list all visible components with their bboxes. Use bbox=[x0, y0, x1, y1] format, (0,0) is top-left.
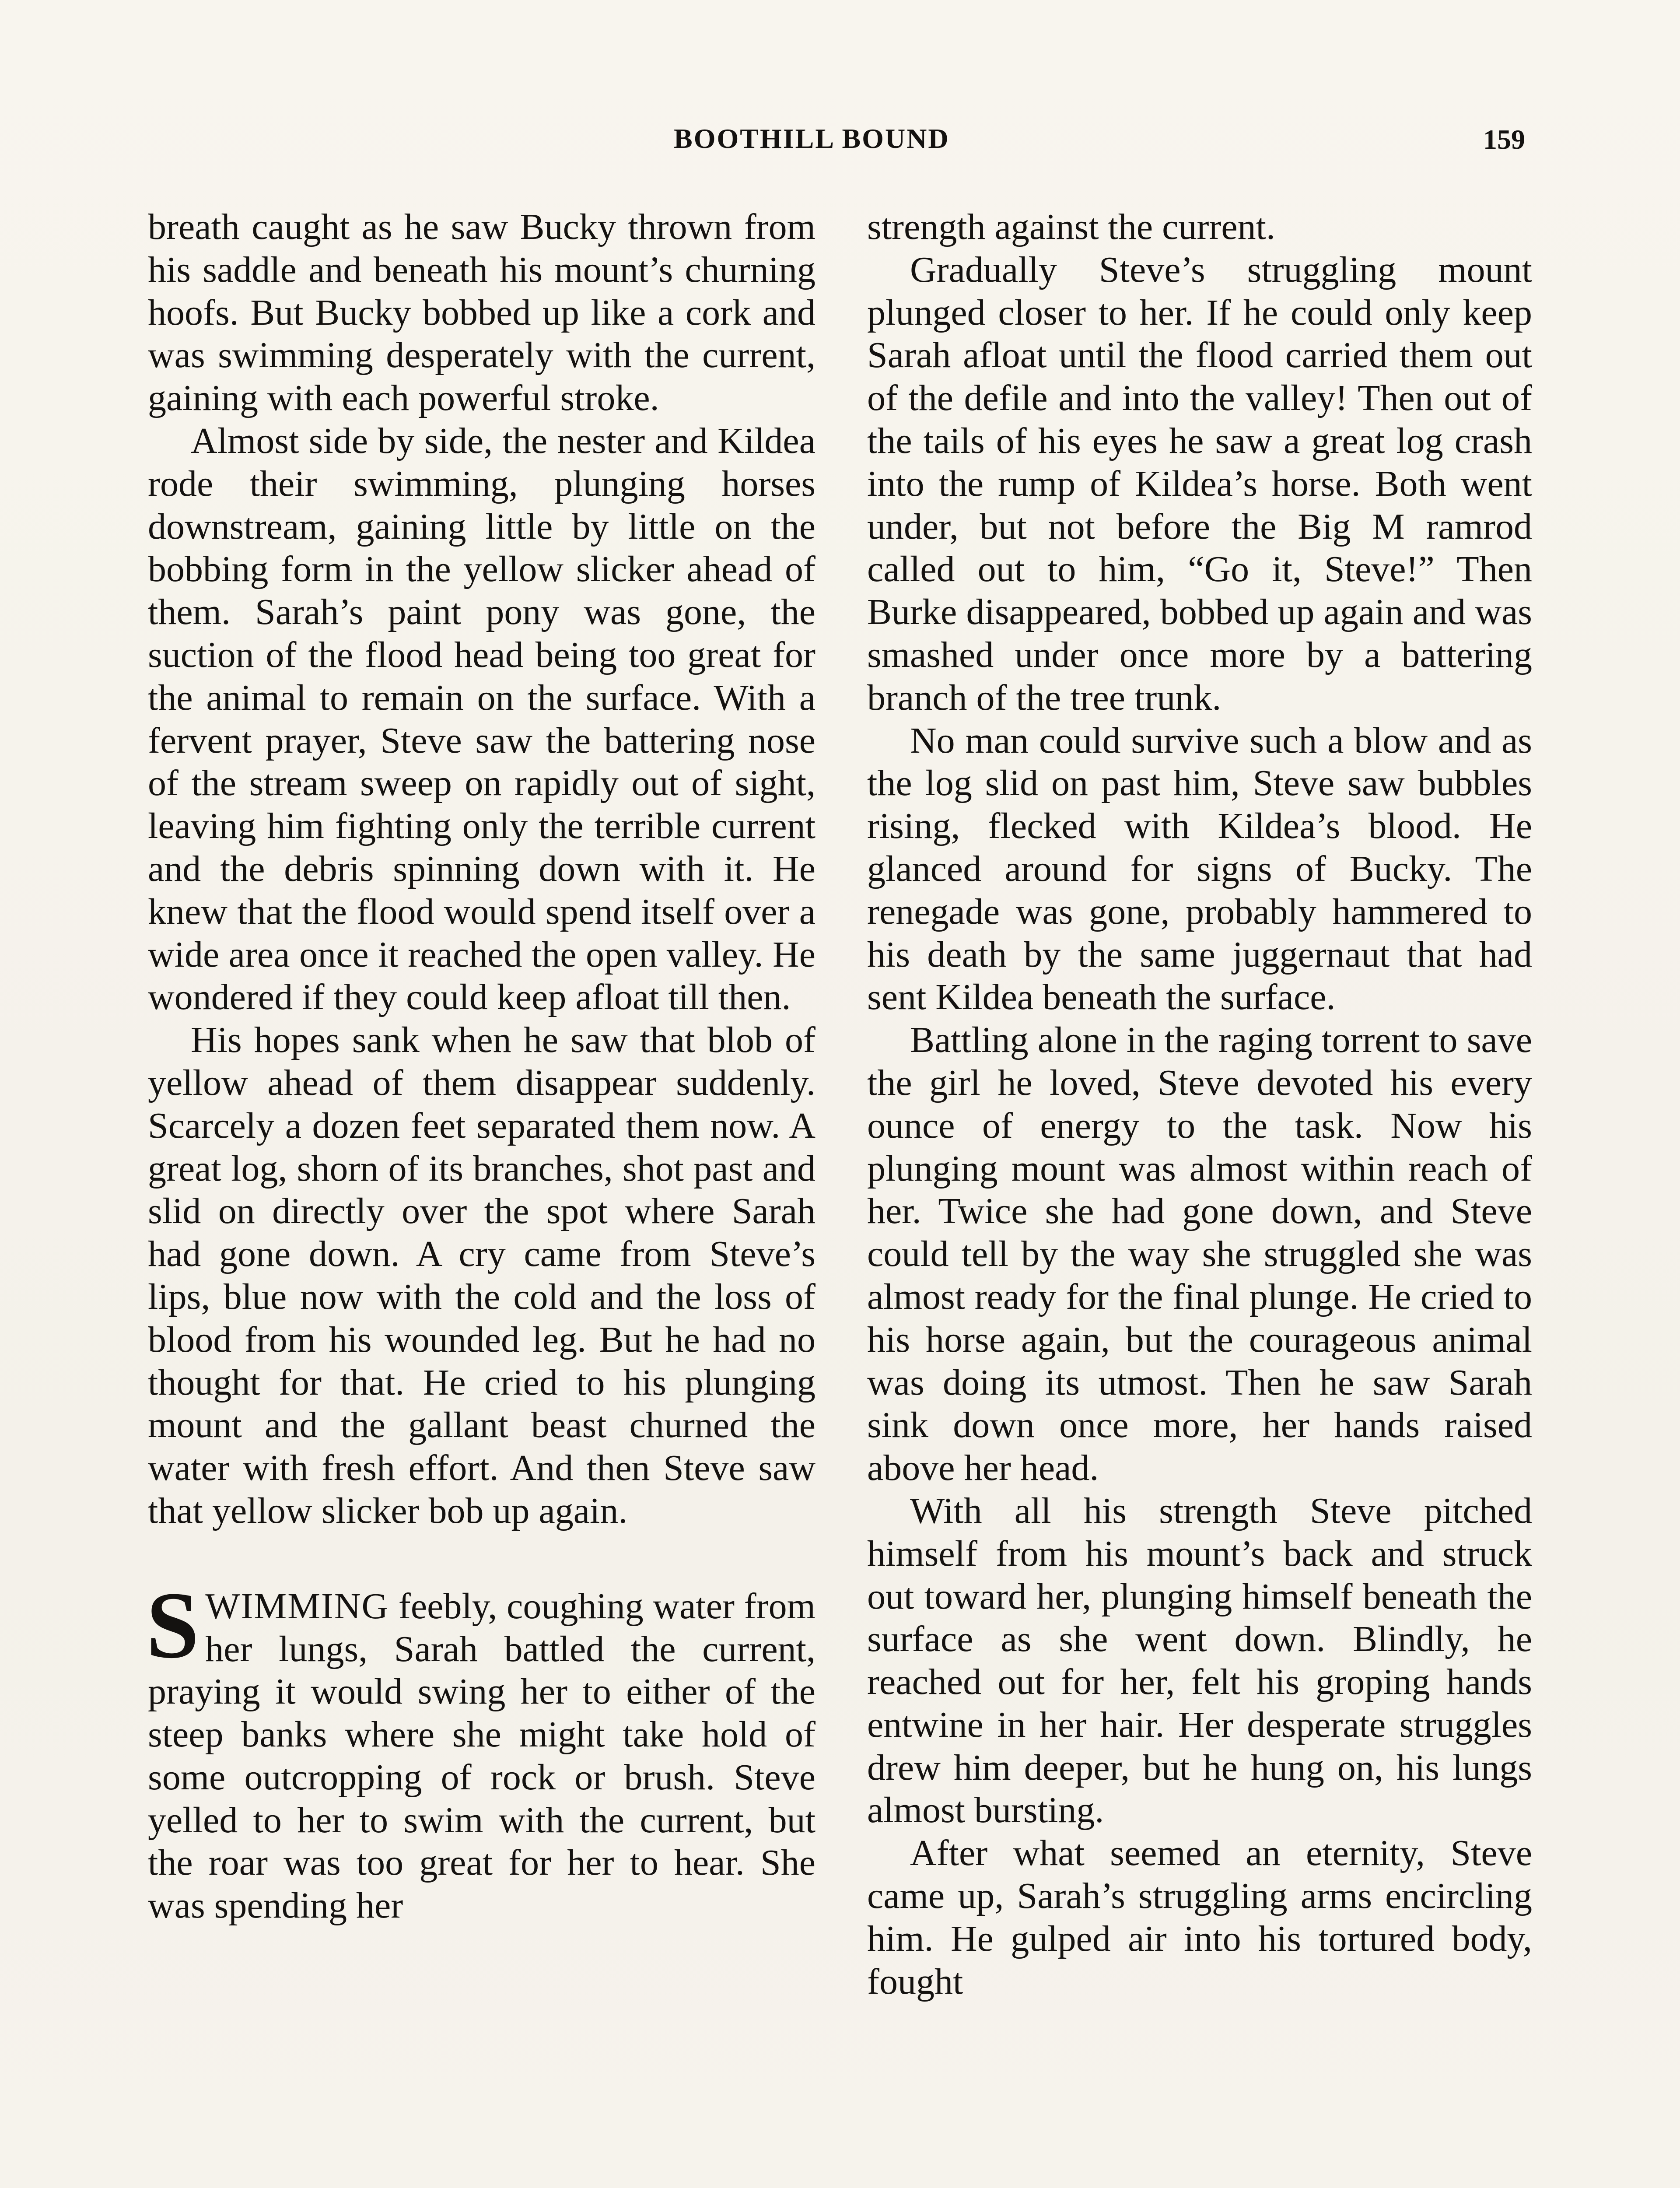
paragraph: Almost side by side, the nester and Kildea rode their swimming, plunging horses downstream, gaining little by little on the bobbing form in the yellow slicker ahead of them. Sarah’s paint pony was gone, the suction of the flood head being too great for the animal to remain on the surface. With a fervent prayer, Steve saw the battering nose of the stream sweep on rapidly out of sight, leaving him fighting only the terrible current and the debris spinning down with it. He knew that the flood would spend itself over a wide area once it reached the open valley. He wondered if they could keep afloat till then. bbox=[148, 420, 816, 1018]
lead-in-word: WIMMING bbox=[205, 1585, 389, 1627]
paragraph: Battling alone in the raging torrent to save the girl he loved, Steve devoted his every ounce of energy to the task. Now his plunging mount was almost within reach of her. Twice she had gone down, and Steve could tell by the way she struggled she was almost ready for the final plunge. He cried to his horse again, but the courageous animal was doing its utmost. Then he saw Sarah sink down once more, her hands raised above her head. bbox=[867, 1020, 1532, 1489]
paragraph-text: feebly, coughing water from her lungs, Sarah battled the current, praying it would swing her to either of the steep banks where she might take hold of some outcropping of rock or brush. Steve yelled to her to swim with the current, but the roar was too great for her to hear. She was spending her bbox=[148, 1585, 816, 1926]
right-text-column bbox=[867, 206, 1532, 2003]
page-number: 159 bbox=[1483, 124, 1525, 155]
paragraph: breath caught as he saw Bucky thrown from his saddle and beneath his mount’s churning hoofs. But Bucky bobbed up like a cork and was swimming desperately with the current, gaining with each powerful stroke. bbox=[148, 207, 816, 419]
paragraph: No man could survive such a blow and as the log slid on past him, Steve saw bubbles rising, flecked with Kildea’s blood. He glanced around for signs of Bucky. The renegade was gone, probably hammered to his death by the same juggernaut that had sent Kildea beneath the surface. bbox=[867, 720, 1532, 1018]
paragraph: strength against the current. bbox=[867, 207, 1276, 247]
paragraph: His hopes sank when he saw that blob of yellow ahead of them disappear suddenly. Scarcely a dozen feet separated them now. A great log, shorn of its branches, shot past and slid on directly over the spot where Sarah had gone down. A cry came from Steve’s lips, blue now with the cold and the loss of blood from his wounded leg. But he had no thought for that. He cried to his plunging mount and the gallant beast churned the water with fresh effort. And then Steve saw that yellow slicker bob up again. bbox=[148, 1020, 816, 1531]
running-title: BOOTHILL BOUND bbox=[674, 123, 950, 154]
paragraph: Gradually Steve’s struggling mount plunged closer to her. If he could only keep Sarah afloat until the flood carried them out of the defile and into the valley! Then out of the tails of his eyes he saw a great log crash into the rump of Kildea’s horse. Both went under, but not before the Big M ramrod called out to him, “Go it, Steve!” Then Burke disappeared, bobbed up again and was smashed under once more by a battering branch of the tree trunk. bbox=[867, 249, 1532, 718]
paragraph: After what seemed an eternity, Steve came up, Sarah’s struggling arms encircling him. He gulped air into his tortured body, fought bbox=[867, 1833, 1532, 2002]
paragraph: With all his strength Steve pitched himself from his mount’s back and struck out toward her, plunging himself beneath the surface as she went down. Blindly, he reached out for her, felt his groping hands entwine in her hair. Her desperate struggles drew him deeper, but he hung on, his lungs almost bursting. bbox=[867, 1490, 1532, 1831]
drop-cap: S bbox=[146, 1572, 200, 1678]
left-text-column bbox=[148, 206, 816, 1927]
section-opening-paragraph bbox=[146, 1572, 816, 1927]
